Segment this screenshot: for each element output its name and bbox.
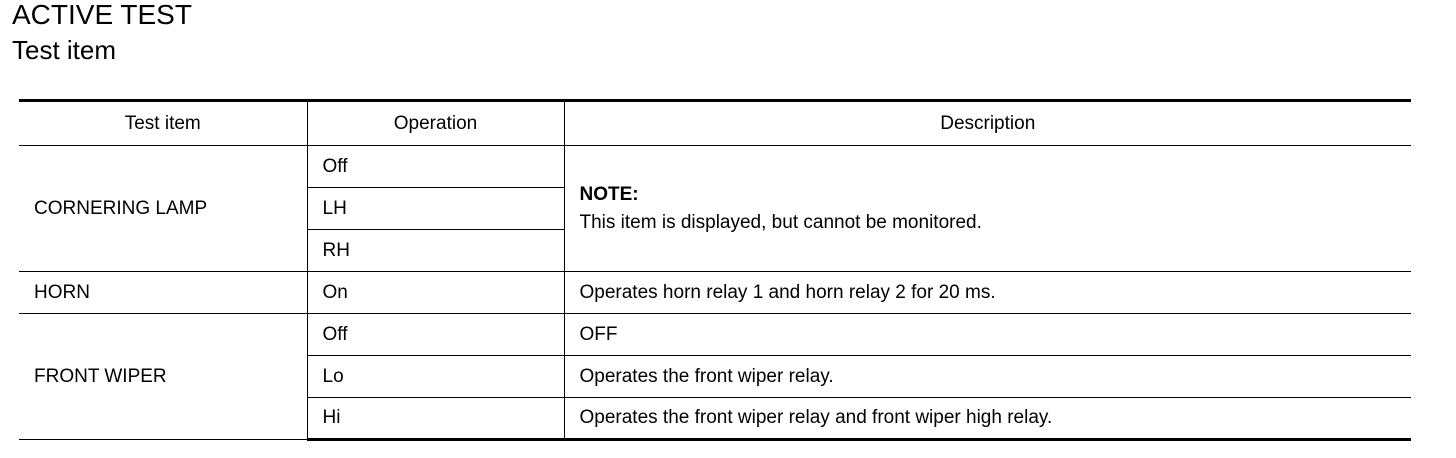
operation-cell: Off [307,314,564,356]
operation-cell: Hi [307,398,564,440]
note-text: This item is displayed, but cannot be monitored. [579,211,982,233]
description-cell: Operates the front wiper relay. [564,356,1411,398]
note-label: NOTE: [579,183,639,205]
table-row [19,146,1411,188]
active-test-table [19,99,1411,441]
operation-cell: Off [307,146,564,188]
description-cell: OFF [564,314,1411,356]
test-item-horn: HORN [19,272,307,314]
table-body [19,146,1411,440]
page-title: ACTIVE TEST [12,0,192,30]
operation-cell: RH [307,230,564,272]
operation-cell: Lo [307,356,564,398]
description-cell: Operates horn relay 1 and horn relay 2 for 20 ms. [564,272,1411,314]
table-row [19,272,1411,314]
table-header [19,101,1411,146]
note-description [564,146,1411,272]
test-item-front-wiper: FRONT WIPER [19,314,307,440]
test-item-cornering-lamp: CORNERING LAMP [19,146,307,272]
operation-cell: LH [307,188,564,230]
section-subtitle: Test item [12,35,117,65]
table-row [19,314,1411,356]
header-operation: Operation [307,101,564,146]
header-test-item: Test item [19,101,307,146]
header-row [19,101,1411,146]
operation-cell: On [307,272,564,314]
description-cell: Operates the front wiper relay and front wiper high relay. [564,398,1411,440]
header-description: Description [564,101,1411,146]
